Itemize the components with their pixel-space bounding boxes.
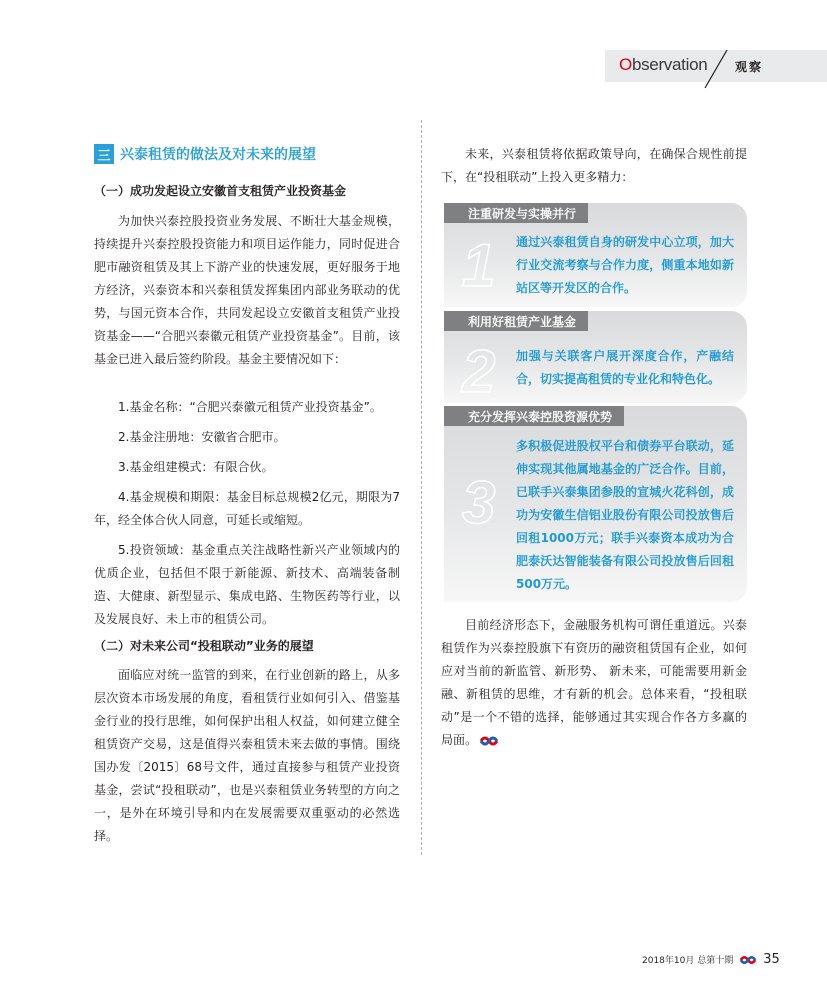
- list-item-2: 2.基金注册地：安徽省合肥市。: [118, 430, 286, 444]
- card-text: 加强与关联客户展开深度合作，产融结合，切实提高租赁的专业化和特色化。: [516, 349, 734, 386]
- card-text: 通过兴泰租赁自身的研发中心立项，加大行业交流考察与合作力度，侧重本地如新站区等开发区的合作。: [516, 235, 734, 295]
- list-item-4: 4.基金规模和期限：基金目标总规模2亿元，期限为7年，经全体合伙人同意，可延长或缩短。: [94, 490, 400, 527]
- list-item-5: 5.投资领域：基金重点关注战略性新兴产业领域内的优质企业，包括但不限于新能源、新技术、高端装备制造、大健康、新型显示、集成电路、生物医药等行业，以及发展良好、未上市的租赁公司。: [94, 543, 400, 626]
- card-label: 注重研发与实操并行: [444, 203, 588, 223]
- header-observation: [619, 55, 707, 75]
- card-number: 2: [462, 338, 496, 405]
- section-number-badge: 三: [94, 144, 114, 164]
- page-header: [605, 50, 827, 82]
- header-observation-rest: bservation: [631, 55, 708, 74]
- header-section-name: 观察: [735, 60, 764, 74]
- feature-card-3: [444, 406, 747, 602]
- brand-logo-icon: [479, 735, 499, 747]
- section-title: 兴泰租赁的做法及对未来的展望: [120, 147, 316, 163]
- brand-logo-icon: [739, 954, 757, 966]
- header-observation-initial: O: [619, 55, 632, 74]
- column-divider: [421, 120, 422, 855]
- page-footer: [642, 952, 780, 967]
- card-label: 利用好租赁产业基金: [444, 311, 588, 331]
- section-heading: [94, 143, 316, 165]
- right-intro-paragraph: 未来，兴泰租赁将依据政策导向，在确保合规性前提下，在“投租联动”上投入更多精力：: [441, 147, 747, 184]
- header-slash-icon: [701, 50, 731, 90]
- card-label: 充分发挥兴泰控股资源优势: [444, 406, 624, 426]
- feature-card-2: [444, 311, 747, 403]
- issue-date: 2018年10月 总第十期: [642, 956, 734, 966]
- paragraph-2: 面临应对统一监管的到来，在行业创新的路上，从多层次资本市场发展的角度，看租赁行业如何引入、借鉴基金行业的投行思维，如何保护出租人权益，如何建立健全租赁资产交易，这是值得兴泰租赁未来去做的事情。围绕国办发〔2015〕68号文件，通过直接参与租赁产业投资基金，尝试“投租联动”，也是兴泰租赁业务转型的方向之一，是外在环境引导和内在发展需要双重驱动的必然选择。: [94, 668, 400, 843]
- card-text: 多积极促进股权平台和债券平台联动，延伸实现其他属地基金的广泛合作。目前，已联手兴泰集团参股的宣城火花科创，成功为安徽生信铝业股份有限公司投放售后回租1000万元；联手兴泰资本成功为合肥泰沃达智能装备有限公司投放售后回租500万元。: [516, 439, 734, 591]
- list-item-3: 3.基金组建模式：有限合伙。: [118, 460, 274, 474]
- paragraph-1: 为加快兴泰控股投资业务发展、不断壮大基金规模，持续提升兴泰控股投资能力和项目运作能力，同时促进合肥市融资租赁及其上下游产业的快速发展，更好服务于地方经济，兴泰资本和兴泰租赁发挥集团内部业务联动的优势，与国元资本合作，共同发起设立安徽首支租赁产业投资基金——“合肥兴泰徽元租赁产业投资基金”。目前，该基金已进入最后签约阶段。基金主要情况如下：: [94, 214, 400, 366]
- list-item-1: 1.基金名称：“合肥兴泰徽元租赁产业投资基金”。: [118, 400, 382, 414]
- outro-text: 目前经济形态下，金融服务机构可谓任重道远。兴泰租赁作为兴泰控股旗下有资历的融资租赁国有企业，如何应对当前的新监管、新形势、 新未来，可能需要用新金融、新租赁的思维，才有新的机会。总体来看，“投租联动”是一个不错的选择，能够通过其实现合作各方多赢的局面。: [441, 618, 747, 747]
- feature-card-1: [444, 203, 747, 307]
- card-number: 1: [462, 232, 496, 299]
- right-outro-paragraph: [441, 614, 747, 752]
- card-number: 3: [462, 469, 496, 536]
- subheading-1: （一）成功发起设立安徽首支租赁产业投资基金: [94, 184, 347, 198]
- page-number: 35: [763, 952, 780, 967]
- subheading-2: （二）对未来公司“投租联动”业务的展望: [94, 639, 314, 653]
